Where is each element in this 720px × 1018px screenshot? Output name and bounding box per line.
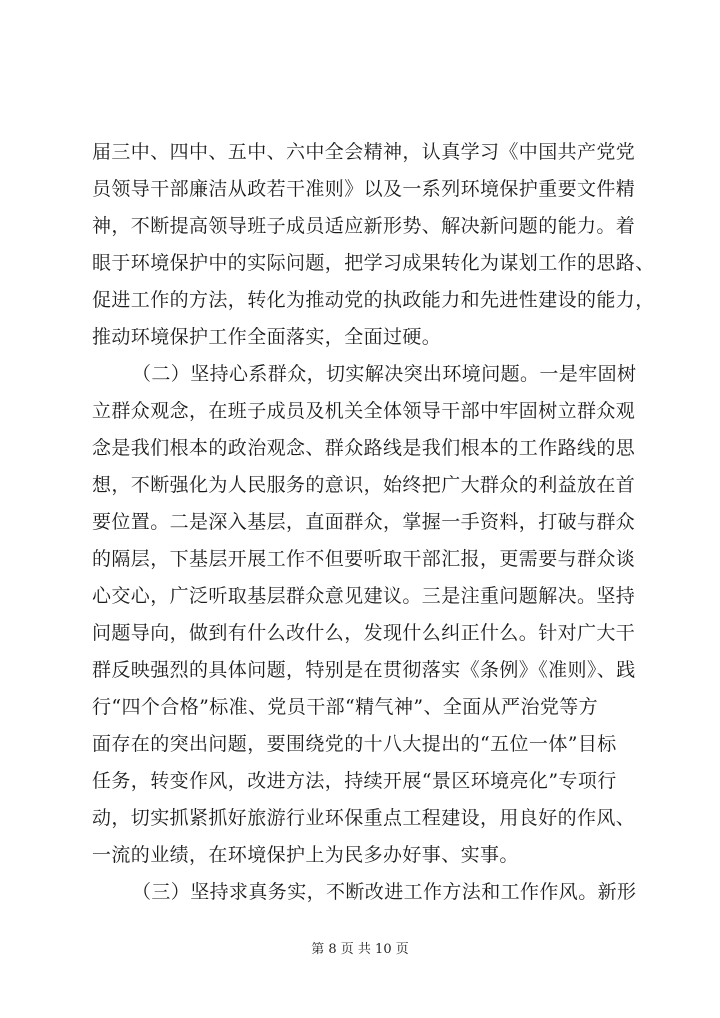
text-line: 心交心，广泛听取基层群众意见建议。三是注重问题解决。坚持: [92, 585, 636, 607]
text-line: 届三中、四中、五中、六中全会精神，认真学习《中国共产党党: [92, 141, 636, 163]
text-line: 员领导干部廉洁从政若干准则》以及一系列环境保护重要文件精: [92, 178, 636, 200]
text-line: 问题导向，做到有什么改什么，发现什么纠正什么。针对广大干: [92, 622, 636, 644]
text-line: 立群众观念，在班子成员及机关全体领导干部中牢固树立群众观: [92, 400, 636, 422]
text-line: 一流的业绩，在环境保护上为民多办好事、实事。: [92, 844, 519, 866]
body-text: [92, 134, 655, 911]
page-number-footer: 第 8 页 共 10 页: [311, 942, 409, 957]
text-line: 促进工作的方法，转化为推动党的执政能力和先进性建设的能力，: [92, 289, 655, 311]
text-line: 的隔层，下基层开展工作不但要听取干部汇报，更需要与群众谈: [92, 548, 636, 570]
text-line: 动，切实抓紧抓好旅游行业环保重点工程建设，用良好的作风、: [92, 807, 636, 829]
text-line: 任务，转变作风，改进方法，持续开展“景区环境亮化”专项行: [92, 770, 617, 792]
text-line: 念是我们根本的政治观念、群众路线是我们根本的工作路线的思: [92, 437, 636, 459]
text-line: 眼于环境保护中的实际问题，把学习成果转化为谋划工作的思路、: [92, 252, 655, 274]
text-line: 想，不断强化为人民服务的意识，始终把广大群众的利益放在首: [92, 474, 636, 496]
text-line: 行“四个合格”标准、党员干部“精气神”、全面从严治党等方: [92, 696, 599, 718]
text-line: 面存在的突出问题，要围绕党的十八大提出的“五位一体”目标: [92, 733, 617, 755]
text-line: 要位置。二是深入基层，直面群众，掌握一手资料，打破与群众: [92, 511, 636, 533]
text-line: 群反映强烈的具体问题，特别是在贯彻落实《条例》《准则》、践: [92, 659, 636, 681]
section-heading-2: （二）坚持心系群众，切实解决突出环境问题。一是牢固树: [132, 363, 637, 385]
section-heading-3: （三）坚持求真务实，不断改进工作方法和工作作风。新形: [132, 881, 637, 903]
text-line: 推动环境保护工作全面落实，全面过硬。: [92, 326, 442, 348]
text-line: 神，不断提高领导班子成员适应新形势、解决新问题的能力。着: [92, 215, 636, 237]
